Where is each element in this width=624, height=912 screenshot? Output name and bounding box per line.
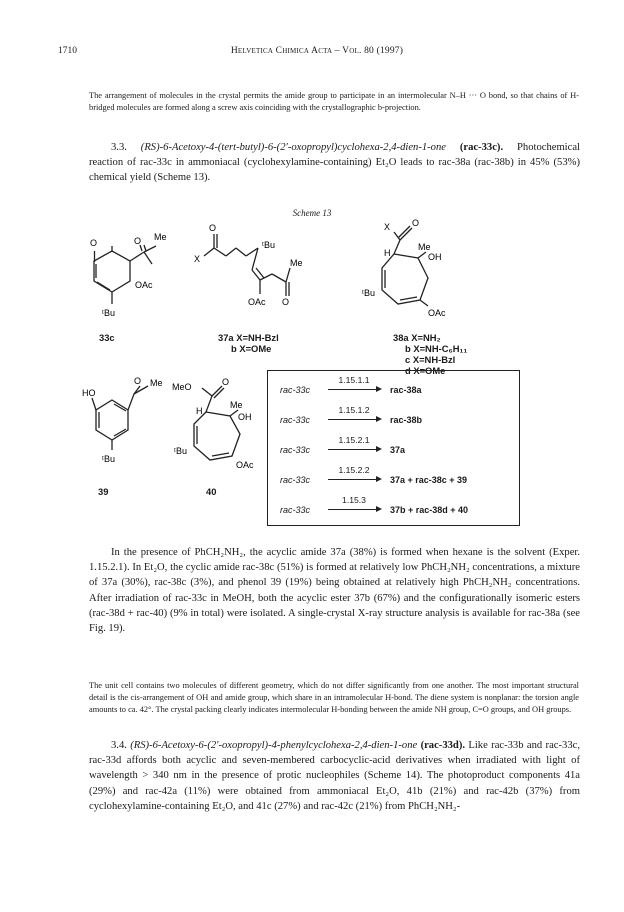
- reaction-arrow: [328, 419, 380, 420]
- atom-o: O: [90, 238, 98, 248]
- atom-me: Me: [230, 400, 243, 410]
- atom-me: Me: [150, 378, 163, 388]
- section-number: 3.3.: [111, 142, 127, 153]
- label-38d: d X=OMe: [405, 365, 446, 376]
- atom-tbu: ᵗBu: [174, 446, 187, 456]
- experiment-code: 1.15.2.2: [338, 465, 370, 475]
- section-title: (RS)-6-Acetoxy-6-(2′-oxopropyl)-4-phenylcyclohexa-2,4-dien-1-one: [130, 740, 418, 751]
- atom-ho: HO: [82, 388, 96, 398]
- reaction-arrow: [328, 509, 380, 510]
- atom-tbu: ᵗBu: [362, 288, 375, 298]
- experiment-code: 1.15.1.2: [338, 405, 370, 415]
- structure-40: [172, 376, 268, 472]
- atom-o: O: [282, 297, 290, 307]
- label-38c: c X=NH-Bzl: [405, 354, 456, 365]
- label-40: 40: [206, 486, 217, 497]
- experiment-code: 1.15.2.1: [338, 435, 370, 445]
- reaction-row: [268, 433, 519, 459]
- atom-meo: MeO: [172, 382, 192, 392]
- label-38b: b X=NH-C₆H₁₁: [405, 343, 468, 354]
- label-37a: 37a X=NH-Bzl: [218, 332, 279, 343]
- product: 37a + rac-38c + 39: [390, 475, 468, 485]
- atom-x: X: [384, 222, 391, 232]
- structure-39: [82, 376, 174, 468]
- atom-me: Me: [290, 258, 303, 268]
- atom-o: O: [134, 236, 142, 246]
- section-body: Photochemical reaction of rac-33c in ammoniacal (cyclohexylamine-containing) Et₂O leads to rac-38a (rac-38b) in 45% (53%) chemical yield (Scheme 13).: [89, 142, 580, 184]
- label-38a: 38a X=NH₂: [393, 332, 441, 343]
- intro-note: The arrangement of molecules in the crystal permits the amide group to participate in an intermolecular N–H ··· O bond, so that chains of H-bridged molecules are formed along a screw axis coinciding with the crystallographic b-projection.: [89, 91, 579, 112]
- reactant: rac-33c: [280, 505, 311, 515]
- atom-o: O: [222, 377, 230, 387]
- structure-33c: [80, 228, 190, 318]
- reactant: rac-33c: [280, 475, 311, 485]
- atom-h: H: [196, 406, 203, 416]
- section-number: 3.4.: [111, 740, 127, 751]
- product: 37a: [390, 445, 406, 455]
- section-title: (RS)-6-Acetoxy-4-(tert-butyl)-6-(2′-oxopropyl)cyclohexa-2,4-dien-1-one: [140, 142, 446, 153]
- reaction-row: [268, 463, 519, 489]
- crystal-note: The unit cell contains two molecules of different geometry, which do not differ significantly from one another. The most important structural detail is the cis-arrangement of OH and amide group, which share in an intramolecular H-bond. The diene system is nonplanar: the torsion angle amounts to ca. 42°. The crystal packing clearly indicates intermolecular H-bonding between the amide NH group, C=O groups, and OH groups.: [89, 681, 579, 714]
- section-compound: (rac-33c).: [459, 142, 504, 153]
- reaction-row: [268, 373, 519, 399]
- atom-o: O: [134, 376, 142, 386]
- atom-oh: OH: [238, 412, 252, 422]
- page-header: [58, 46, 576, 60]
- section-body: Like rac-33b and rac-33c, rac-33d affords both acyclic and seven-membered carbocyclic-acid derivatives when irradiated with light of wavelength > 340 nm in the presence of protic nucleophiles (Scheme 14). The photoproduct components 41a (29%) and rac-42a (11%) were obtained from ammoniacal Et₂O, 41b (21%) and rac-42b (37%) from cyclohexylamine-containing Et₂O, and 41c (27%) and rac-42c (21%) from PhCH₂NH₂-: [89, 740, 580, 812]
- atom-o: O: [209, 223, 217, 233]
- running-title: Helvetica Chimica Acta – Vol. 80 (1997): [230, 46, 404, 56]
- structure-37: [190, 222, 330, 317]
- atom-me: Me: [154, 232, 167, 242]
- atom-oac: OAc: [135, 280, 153, 290]
- section-3-3: [89, 140, 580, 186]
- reactant: rac-33c: [280, 385, 311, 395]
- atom-me: Me: [418, 242, 431, 252]
- reaction-row: [268, 493, 519, 519]
- atom-oac: OAc: [248, 297, 266, 307]
- atom-oac: OAc: [236, 460, 254, 470]
- reaction-arrow: [328, 389, 380, 390]
- reactant: rac-33c: [280, 415, 311, 425]
- product: rac-38b: [390, 415, 423, 425]
- atom-h: H: [384, 248, 391, 258]
- product: 37b + rac-38d + 40: [390, 505, 469, 515]
- experiment-code: 1.15.1.1: [338, 375, 370, 385]
- atom-tbu: ᵗBu: [102, 308, 115, 318]
- atom-tbu: ᵗBu: [102, 454, 115, 464]
- page-number: 1710: [58, 46, 77, 56]
- reaction-arrow: [328, 479, 380, 480]
- label-39: 39: [98, 486, 109, 497]
- experiment-code: 1.15.3: [342, 495, 366, 505]
- atom-x: X: [194, 254, 201, 264]
- label-33c: 33c: [99, 332, 115, 343]
- atom-oh: OH: [428, 252, 442, 262]
- reaction-arrow: [328, 449, 380, 450]
- reaction-table: [267, 370, 520, 526]
- structure-38: [354, 218, 474, 318]
- scheme-title: Scheme 13: [292, 208, 332, 218]
- reaction-row: [268, 403, 519, 429]
- product: rac-38a: [390, 385, 422, 395]
- section-3-4: [89, 738, 580, 814]
- atom-o: O: [412, 218, 420, 228]
- reactant: rac-33c: [280, 445, 311, 455]
- label-37b: b X=OMe: [231, 343, 272, 354]
- section-compound: (rac-33d).: [420, 740, 465, 751]
- atom-oac: OAc: [428, 308, 446, 318]
- atom-tbu: ᵗBu: [262, 240, 275, 250]
- body-paragraph: In the presence of PhCH₂NH₂, the acyclic amide 37a (38%) is formed when hexane is the solvent (Exper. 1.15.2.1). In Et₂O, the cyclic amide rac-38c (51%) is formed at relatively low PhCH₂NH₂ concentrations, a mixture of 37a (30%), rac-38c (3%), and phenol 39 (19%) being obtained at relatively high PhCH₂NH₂ concentrations. After irradiation of rac-33c in MeOH, both the acyclic ester 37b (67%) and the configurationally isomeric esters (rac-38d + rac-40) (9% in total) were isolated. A single-crystal X-ray structure analysis is available for rac-38a (see Fig. 19).: [89, 547, 580, 635]
